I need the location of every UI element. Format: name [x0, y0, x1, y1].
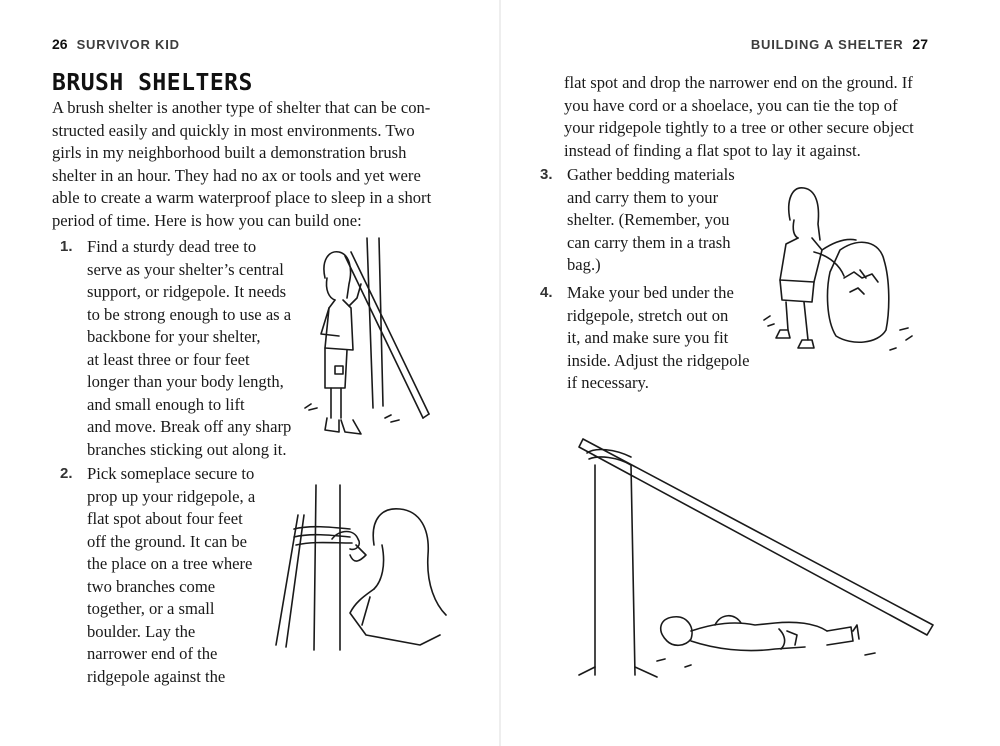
girl-tying-ridgepole-illustration: [270, 485, 465, 655]
step-line: prop up your ridgepole, a: [87, 486, 256, 506]
step-line: flat spot about four feet: [87, 509, 243, 528]
step-line: to be strong enough to use as a: [87, 304, 292, 324]
step-line: bag.): [567, 255, 601, 274]
continued-line: instead of finding a flat spot to lay it against.: [564, 140, 861, 160]
step-text: [87, 463, 255, 688]
step-line: if necessary.: [567, 373, 649, 392]
continued-line: your ridgepole tightly to a tree or other secure object: [564, 118, 914, 137]
intro-line: structed easily and quickly in most environments. Two: [52, 120, 415, 140]
continued-paragraph: [564, 72, 914, 162]
step-line: and small enough to lift: [87, 394, 245, 414]
step-line: ridgepole against the: [87, 666, 226, 686]
intro-line: able to create a warm waterproof place to sleep in a short: [52, 188, 432, 207]
step-line: Gather bedding materials: [567, 165, 735, 184]
step-line: inside. Adjust the ridgepole: [567, 350, 750, 370]
step-text: [87, 236, 291, 461]
left-page-header: [52, 36, 180, 52]
step-line: branches sticking out along it.: [87, 439, 287, 459]
step-line: it, and make sure you fit: [567, 328, 729, 347]
step-line: the place on a tree where: [87, 554, 253, 573]
right-page-header: [751, 36, 928, 52]
step-line: narrower end of the: [87, 644, 218, 663]
step-line: and carry them to your: [567, 187, 719, 207]
ridgepole-shelter-illustration: [565, 435, 935, 685]
intro-paragraph: [52, 97, 447, 232]
step-line: backbone for your shelter,: [87, 327, 261, 346]
step-line: support, or ridgepole. It needs: [87, 282, 287, 301]
step-line: shelter. (Remember, you: [567, 210, 730, 229]
left-page-number: 26: [52, 36, 68, 52]
continued-line: you have cord or a shoelace, you can tie the top of: [564, 95, 898, 115]
step-text: [567, 164, 735, 277]
step-line: together, or a small: [87, 599, 215, 618]
step-line: can carry them in a trash: [567, 232, 731, 252]
step-line: at least three or four feet: [87, 349, 250, 369]
right-page-number: 27: [912, 36, 928, 52]
step-line: two branches come: [87, 576, 216, 596]
step-number: 3.: [540, 166, 553, 183]
intro-line: period of time. Here is how you can build one:: [52, 210, 362, 230]
book-gutter: [499, 0, 501, 746]
girl-with-bedding-bag-illustration: [760, 180, 940, 365]
step-line: serve as your shelter’s central: [87, 259, 284, 279]
step-line: Make your bed under the: [567, 283, 734, 302]
left-running-title: SURVIVOR KID: [76, 37, 180, 52]
step-number: 2.: [60, 465, 73, 482]
step-line: boulder. Lay the: [87, 621, 196, 641]
intro-line: A brush shelter is another type of shelter that can be con-: [52, 98, 431, 117]
continued-line: flat spot and drop the narrower end on the ground. If: [564, 73, 913, 92]
step-line: and move. Break off any sharp: [87, 417, 292, 436]
step-line: ridgepole, stretch out on: [567, 305, 729, 325]
intro-line: shelter in an hour. They had no ax or tools and yet were: [52, 165, 421, 185]
step-line: off the ground. It can be: [87, 531, 248, 551]
girl-with-ridgepole-illustration: [295, 238, 445, 443]
intro-line: girls in my neighborhood built a demonstration brush: [52, 143, 407, 162]
step-text: [567, 282, 750, 395]
section-title: BRUSH SHELTERS: [52, 70, 253, 96]
right-running-title: BUILDING A SHELTER: [750, 37, 904, 52]
step-number: 4.: [540, 284, 553, 301]
step-line: Pick someplace secure to: [87, 464, 255, 483]
step-line: longer than your body length,: [87, 372, 284, 391]
step-number: 1.: [60, 238, 73, 255]
step-line: Find a sturdy dead tree to: [87, 237, 257, 256]
